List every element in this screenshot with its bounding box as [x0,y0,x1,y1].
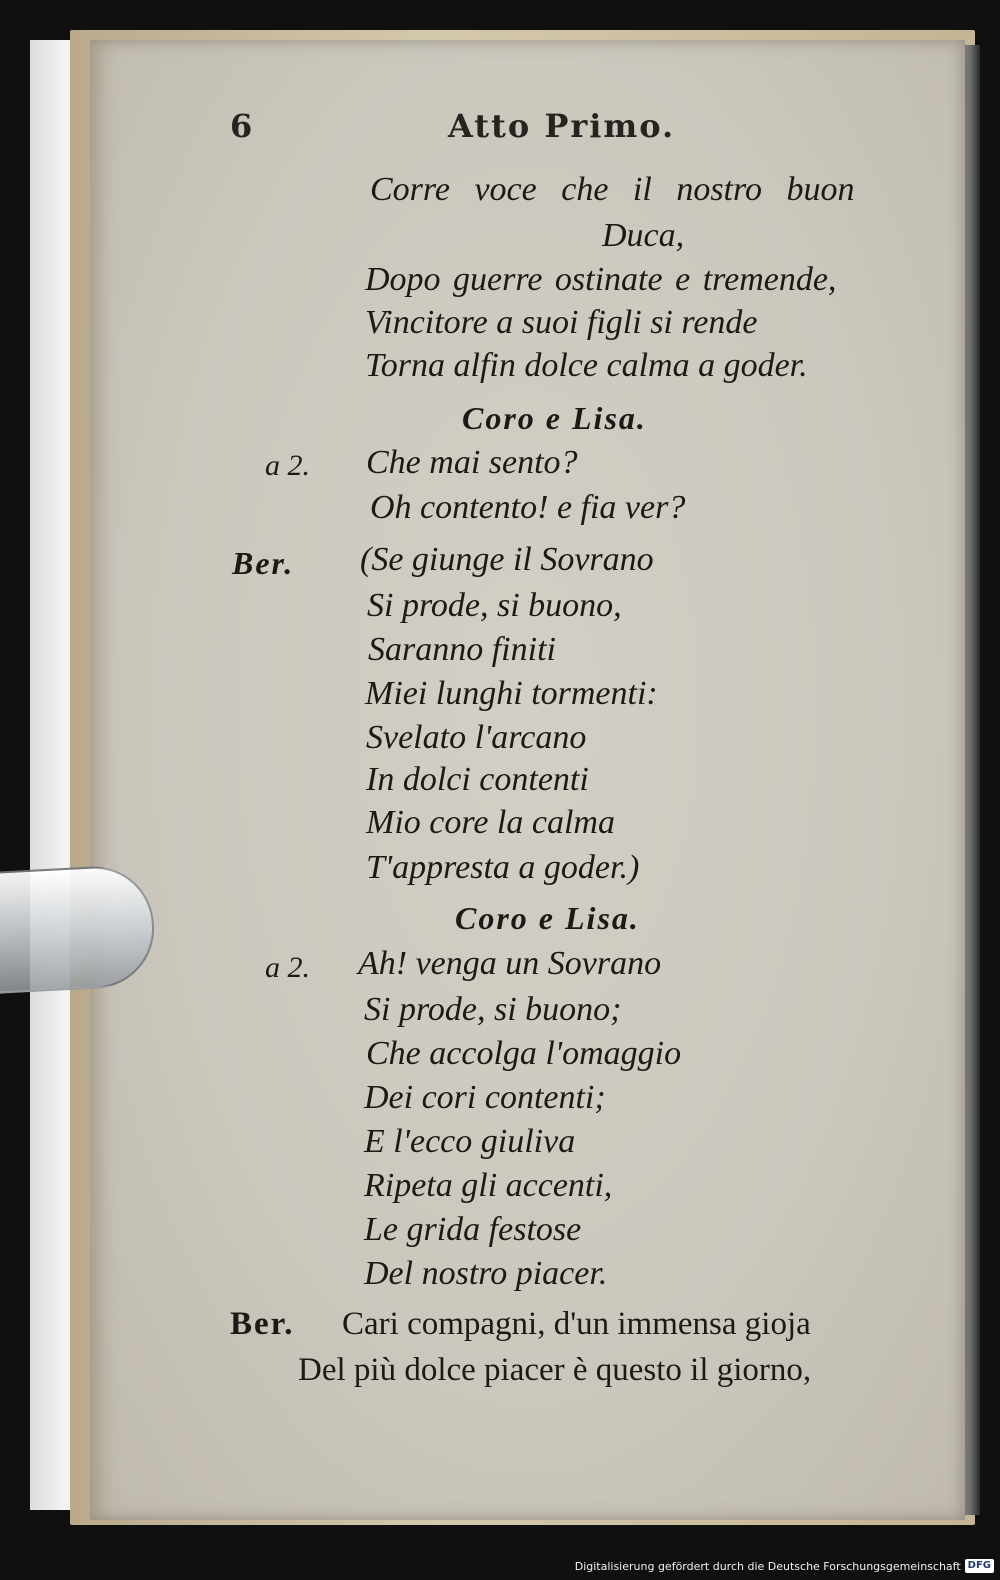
verse-line: T'appresta a goder.) [366,849,640,886]
verse-line: In dolci contenti [366,761,589,798]
digitization-credit [575,1556,994,1576]
section-heading: Coro e Lisa. [455,900,640,936]
section-heading: Coro e Lisa. [462,400,647,436]
verse-line: Svelato l'arcano [366,719,587,756]
verse-line: E l'ecco giuliva [364,1123,576,1160]
verse-line: Dei cori contenti; [364,1079,606,1116]
verse-line: Ah! venga un Sovrano [358,945,662,982]
dfg-logo: DFG [965,1559,994,1573]
verse-line: Si prode, si buono; [364,991,622,1028]
verse-line: Vincitore a suoi figli si rende [365,304,758,341]
speaker-name: Ber. [230,1306,295,1342]
verse-line: (Se giunge il Sovrano [360,541,654,578]
verse-line: Si prode, si buono, [367,587,622,624]
verse-line: Mio core la calma [366,804,615,841]
book-page [90,40,965,1520]
verse-line: Saranno finiti [368,631,556,668]
verse-line: Le grida festose [364,1211,582,1248]
verse-line: Dopo guerre ostinate e tremende, [365,261,837,298]
verse-line: Ripeta gli accenti, [364,1167,613,1204]
verse-line: Oh contento! e fia ver? [370,489,686,526]
prose-line: Cari compagni, d'un immensa gioja [342,1306,811,1342]
prose-line: Del più dolce piacer è questo il giorno, [298,1352,812,1388]
verse-line: Miei lunghi tormenti: [365,675,658,712]
page-number: 6 [230,107,255,145]
a2-marker: a 2. [265,449,310,482]
a2-marker: a 2. [265,951,310,984]
speaker-name: Ber. [232,545,295,581]
verse-line: Corre voce che il nostro buon [370,171,855,208]
verse-line: Che mai sento? [366,444,578,481]
running-title: Atto Primo. [448,107,676,145]
verse-line: Che accolga l'omaggio [366,1035,682,1072]
verse-line: Torna alfin dolce calma a goder. [365,347,808,384]
verse-line: Del nostro piacer. [364,1255,608,1292]
credit-text: Digitalisierung gefördert durch die Deutsche Forschungsgemeinschaft [574,1559,961,1573]
verse-line: Duca, [602,217,685,254]
